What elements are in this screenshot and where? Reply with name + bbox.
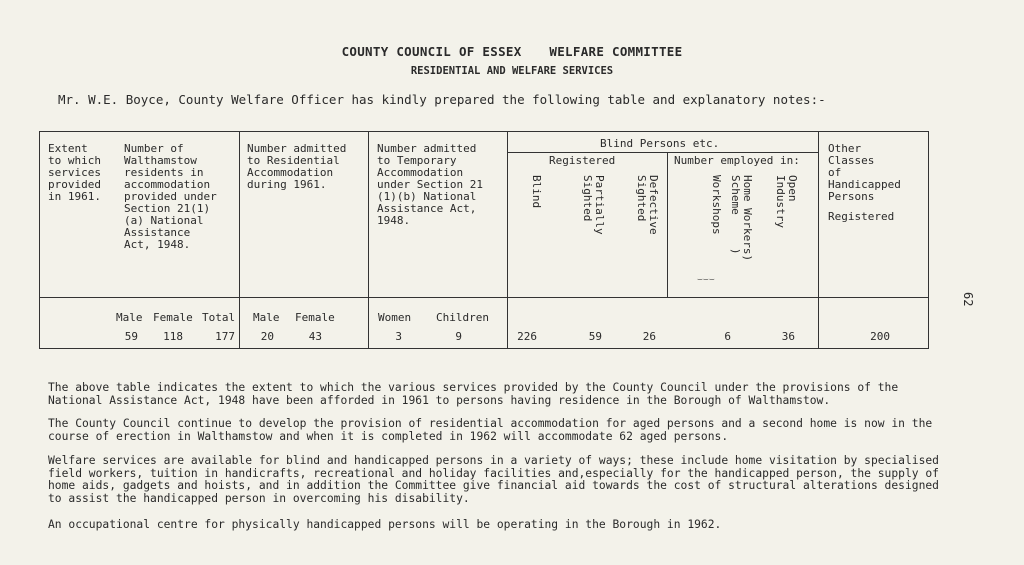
header-extent: Extent to which services provided in 1961. [48,142,101,203]
sub-male-admitted: Male [253,311,280,324]
header-blind: Blind [530,175,543,209]
document-subtitle: RESIDENTIAL AND WELFARE SERVICES [410,65,614,77]
header-home-workers: Home Workers) Scheme ) [729,175,754,262]
document-title [0,44,1024,59]
council-name: COUNTY COUNCIL OF ESSEX [341,44,522,59]
table-divider [667,152,668,297]
value-female: 118 [163,330,183,343]
table-divider [507,152,818,153]
header-open-industry: Open Industry [774,175,799,228]
value-children: 9 [455,330,462,343]
table-divider [818,132,819,348]
value-partially-sighted: 59 [588,330,602,343]
bracket-marks: ⌣⌣⌣ [697,275,715,285]
value-other-classes: 200 [870,330,890,343]
header-residents: Number of Walthamstow residents in accommodation provided under Section 21(1) (a) National Assistance Act, 1948. [124,142,217,251]
header-admitted-residential: Number admitted to Residential Accommodation during 1961. [247,142,347,191]
value-defective-sighted: 26 [642,330,656,343]
sub-women: Women [378,311,412,324]
paragraph-3: Welfare services are available for blind and handicapped persons in a variety of ways; these include home visitation by specialised field workers, tuition in handicrafts, recreational and holiday facilities and,especially for the handicapped person, the supply of home aids, gadgets and hoists, and in addition the Committee give financial aid towards the cost of structural alterations designed to assist the handicapped person in overcoming his disability. [48,454,939,505]
value-total: 177 [215,330,235,343]
paragraph-2: The County Council continue to develop the provision of residential accommodation for aged persons and a second home is now in the course of erection in Walthamstow and when it is completed in 1962 will accommodate 62 aged persons. [48,417,933,443]
sub-female-admitted: Female [295,311,335,324]
value-women: 3 [395,330,402,343]
table-divider [40,297,928,298]
header-admitted-temporary: Number admitted to Temporary Accommodation under Section 21 (1)(b) National Assistance Act, 1948. [377,142,483,227]
table-divider [368,132,369,348]
value-male: 59 [124,330,138,343]
value-female-admitted: 43 [308,330,322,343]
sub-total: Total [202,311,236,324]
value-blind: 226 [517,330,537,343]
paragraph-1: The above table indicates the extent to which the various services provided by the County Council under the provisions of the National Assistance Act, 1948 have been afforded in 1961 to persons having residence in the Borough of Walthamstow. [48,381,899,407]
paragraph-4: An occupational centre for physically handicapped persons will be operating in the Borough in 1962. [48,518,722,531]
value-open-industry: 36 [781,330,795,343]
header-defective-sighted: Defective Sighted [635,175,660,235]
header-other-classes: Other Classes of Handicapped Persons [828,142,901,203]
services-table [39,131,929,349]
intro-text: Mr. W.E. Boyce, County Welfare Officer has kindly prepared the following table and explanatory notes:- [58,92,826,107]
table-divider [507,132,508,348]
committee-name: WELFARE COMMITTEE [549,44,683,59]
value-workshops: 6 [724,330,731,343]
sub-female: Female [153,311,193,324]
header-other-registered: Registered [828,210,895,223]
sub-male: Male [116,311,143,324]
header-registered: Registered [549,154,616,167]
sub-children: Children [436,311,489,324]
header-employed: Number employed in: [674,154,800,167]
table-divider [239,132,240,348]
header-blind-persons: Blind Persons etc. [600,137,720,150]
value-male-admitted: 20 [260,330,274,343]
header-partially-sighted: Partially Sighted [581,175,606,235]
header-workshops: Workshops [710,175,723,235]
page-number: 62 [961,292,975,307]
